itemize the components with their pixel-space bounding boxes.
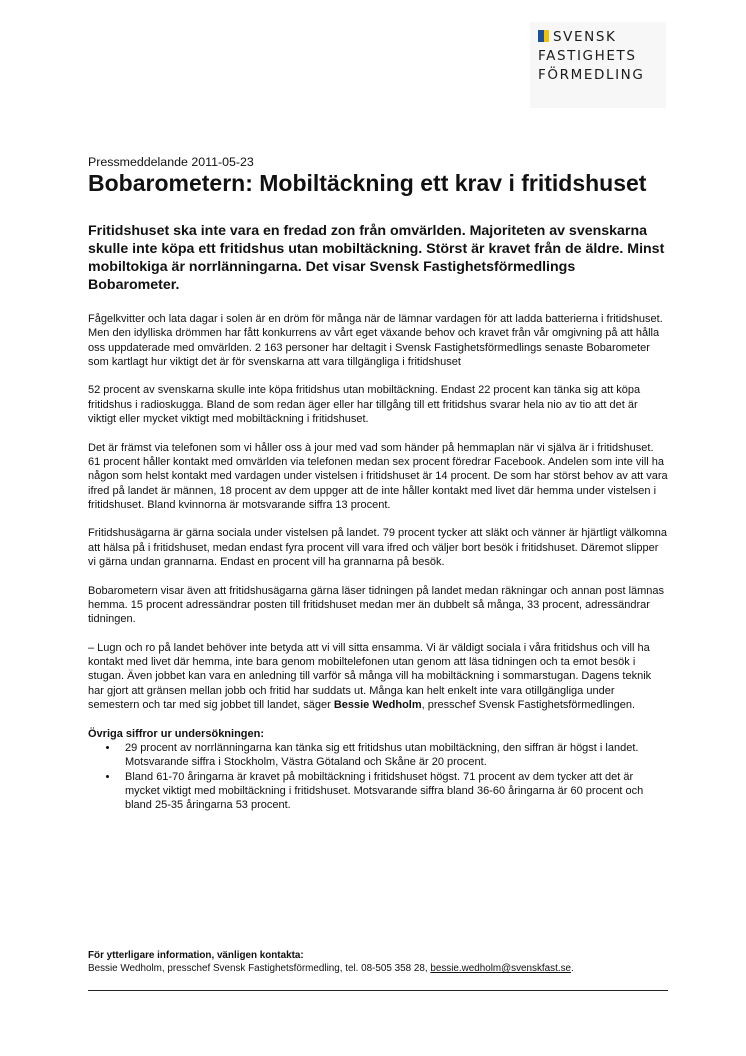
other-figures-heading: Övriga siffror ur undersökningen: xyxy=(88,727,265,740)
footer-divider xyxy=(88,990,668,991)
body-paragraph-5: Bobarometern visar även att fritidshusägarna gärna läser tidningen på landet medan räkningar och annan post lämnas hemma. 15 procent adressändrar posten till fritidshuset medan mer än dubbelt så många, 33 procent, adressändrar tidningen. xyxy=(88,584,665,626)
flag-yellow-stripe xyxy=(544,30,549,42)
page-title: Bobarometern: Mobiltäckning ett krav i fritidshuset xyxy=(88,170,647,196)
press-release-content xyxy=(88,155,668,812)
contact-line xyxy=(88,962,668,975)
body-paragraph-3: Det är främst via telefonen som vi håller oss à jour med vad som händer på hemmaplan när vi själva är i fritidshuset. 61 procent håller kontakt med omvärlden via telefonen medan sex procent föredrar Facebook. Andelen som inte vill ha någon som helst kontakt med vardagen under vistelsen i fritidshuset är 14 procent. De som har störst behov av att vara ifred på landet är männen, 18 procent av dem uppger att de inte håller kontakt med livet där hemma under vistelsen i fritidshuset. Bland kvinnorna är motsvarande siffra 13 procent. xyxy=(88,441,668,511)
contact-info xyxy=(88,949,668,975)
list-item: • Bland 61-70 åringarna är kravet på mobiltäckning i fritidshuset högst. 71 procent av dem tycker att det är mycket viktigt med mobiltäckning i fritidshuset. Motsvarande siffra bland 36-60 åringarna är 60 procent och bland 25-35 åringarna 53 procent. xyxy=(119,770,668,813)
lead-paragraph: Fritidshuset ska inte vara en fredad zon från omvärlden. Majoriteten av svenskarna skulle inte köpa ett fritidshus utan mobiltäckning. Störst är kravet från de äldre. Minst mobiltokiga är norrlänningarna. Det visar Svensk Fastighetsförmedlings Bobarometer. xyxy=(88,223,665,293)
logo-line-1 xyxy=(538,28,666,47)
quote-paragraph xyxy=(88,641,668,712)
body-paragraph-1: Fågelkvitter och lata dagar i solen är en dröm för många när de lämnar vardagen för att ladda batterierna i fritidshuset. Men den idylliska drömmen har fått konkurrens av vårt eget växande behov och kravet från vår omgivning på att hålla oss uppdaterade med omvärlden. 2 163 personer har deltagit i Svensk Fastighetsförmedlings senaste Bobarometer som kartlagt hur viktigt det är för svenskarna att vara tillgängliga i fritidshuset xyxy=(88,313,663,368)
logo-text-svensk: SVENSK xyxy=(553,29,617,45)
company-logo xyxy=(530,22,666,108)
contact-email-link[interactable]: bessie.wedholm@svenskfast.se xyxy=(430,963,571,974)
contact-end: . xyxy=(571,963,574,974)
quote-speaker-role: , presschef Svensk Fastighetsförmedlingen. xyxy=(421,699,636,712)
logo-line-3: FÖRMEDLING xyxy=(538,67,645,83)
body-paragraph-2: 52 procent av svenskarna skulle inte köpa fritidshus utan mobiltäckning. Endast 22 procent kan tänka sig att köpa fritidshus i radioskugga. Bland de som redan äger eller har tillgång till ett fritidshus svarar hela nio av tio att det är viktigt eller mycket viktigt med mobiltäckning i fritidshuset. xyxy=(88,384,641,426)
quote-speaker: Bessie Wedholm xyxy=(333,699,422,712)
other-figures-list xyxy=(88,741,668,812)
contact-heading: För ytterligare information, vänligen kontakta: xyxy=(88,950,304,961)
body-paragraph-4: Fritidshusägarna är gärna sociala under vistelsen på landet. 79 procent tycker att släkt och vänner är hjärtligt välkomna att hälsa på i fritidshuset, medan endast fyra procent vill vara ifred och väljer bort besök i fritidshuset. Däremot slipper vi gärna undan grannarna. Endast en procent vill ha grannarna på besök. xyxy=(88,527,668,569)
contact-text: Bessie Wedholm, presschef Svensk Fastighetsförmedling, tel. 08-505 358 28, xyxy=(88,963,431,974)
list-item: • 29 procent av norrlänningarna kan tänka sig ett fritidshus utan mobiltäckning, den siffran är högst i landet. Motsvarande siffra i Stockholm, Västra Götaland och Skåne är 20 procent. xyxy=(119,741,668,770)
quote-text: – Lugn och ro på landet behöver inte betyda att vi vill sitta ensamma. Vi är väldigt sociala i våra fritidshus och vill ha kontakt med livet där hemma, inte bara genom mobiltelefonen utan genom att läsa tidningen och ta emot besök i stugan. Även jobbet kan vara en anledning till varför så många vill ha mobiltäckning i sommarstugan. Dagens teknik har gjort att gränsen mellan jobb och fritid har suddats ut. Många kan helt enkelt inte vara otillgängliga under semestern och tar med sig jobbet till landet, säger xyxy=(88,641,652,712)
logo-line-2: FASTIGHETS xyxy=(538,48,637,64)
swedish-flag-icon xyxy=(538,30,549,42)
press-release-date: Pressmeddelande 2011-05-23 xyxy=(88,155,254,169)
